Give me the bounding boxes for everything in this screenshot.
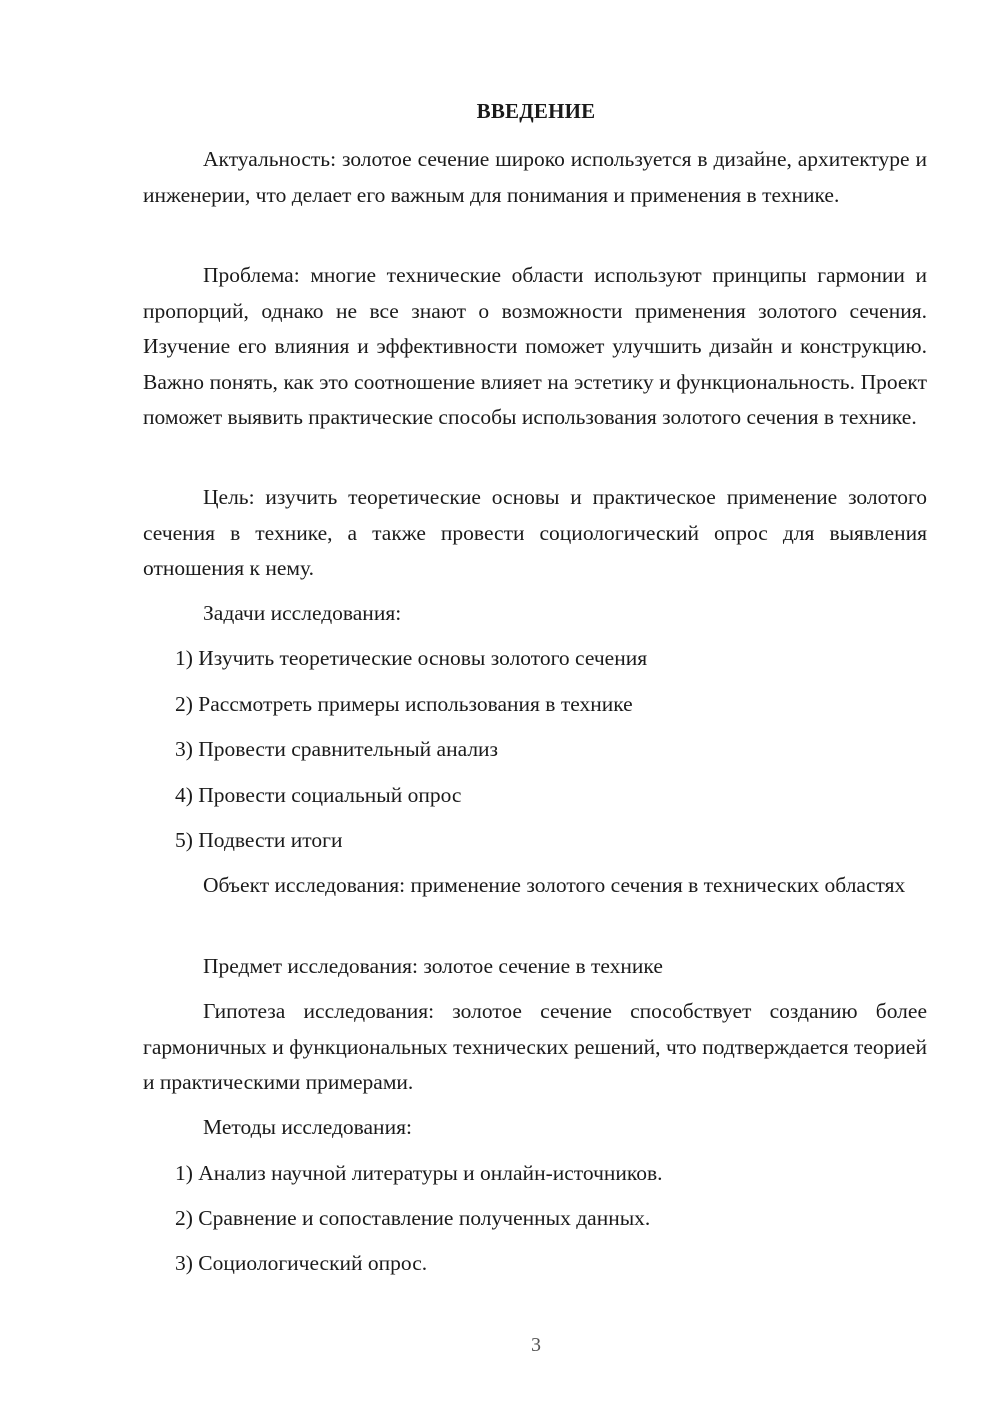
page-number: 3 — [531, 1334, 541, 1356]
tasks-heading: Задачи исследования: — [203, 601, 402, 625]
method-item: 3) Социологический опрос. — [175, 1251, 428, 1275]
task-item: 1) Изучить теоретические основы золотого сечения — [175, 646, 648, 670]
method-item: 2) Сравнение и сопоставление полученных данных. — [175, 1206, 651, 1230]
task-item: 5) Подвести итоги — [175, 828, 343, 852]
task-item: 4) Провести социальный опрос — [175, 783, 462, 807]
methods-heading: Методы исследования: — [203, 1115, 412, 1139]
page-title: ВВЕДЕНИЕ — [476, 99, 596, 123]
task-item: 2) Рассмотреть примеры использования в технике — [175, 692, 633, 716]
object-paragraph: Объект исследования: применение золотого сечения в технических областях — [203, 873, 906, 897]
relevance-paragraph: Актуальность: золотое сечение широко используется в дизайне, архитектуре и инженерии, что делает его важным для понимания и применения в технике. — [143, 147, 927, 207]
method-item: 1) Анализ научной литературы и онлайн-источников. — [175, 1161, 663, 1185]
task-item: 3) Провести сравнительный анализ — [175, 737, 499, 761]
hypothesis-paragraph: Гипотеза исследования: золотое сечение способствует созданию более гармоничных и функциональных технических решений, что подтверждается теорией и практическими примерами. — [143, 999, 927, 1094]
subject-paragraph: Предмет исследования: золотое сечение в технике — [203, 954, 663, 978]
problem-paragraph: Проблема: многие технические области используют принципы гармонии и пропорций, однако не все знают о возможности применения золотого сечения. Изучение его влияния и эффективности поможет улучшить дизайн и конструкцию. Важно понять, как это соотношение влияет на эстетику и функциональность. Проект поможет выявить практические способы использования золотого сечения в технике. — [143, 263, 927, 429]
goal-paragraph: Цель: изучить теоретические основы и практическое применение золотого сечения в технике, а также провести социологический опрос для выявления отношения к нему. — [143, 485, 927, 580]
